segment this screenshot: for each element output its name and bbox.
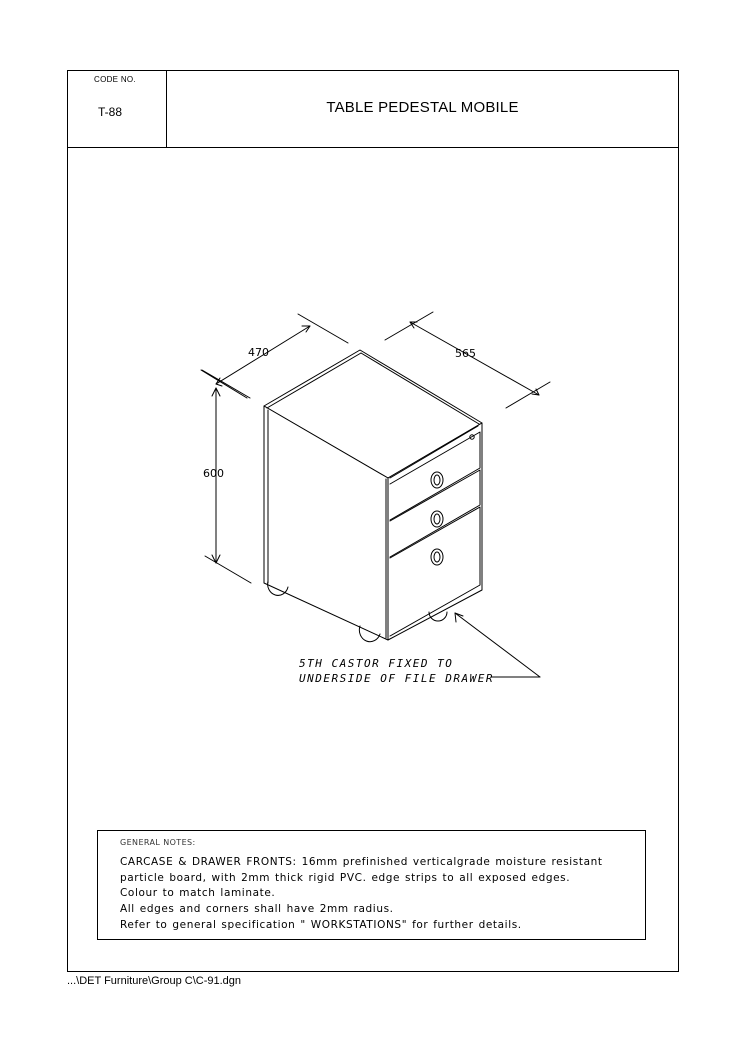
note-line: Colour to match laminate. bbox=[120, 887, 276, 899]
callout-line-2: UNDERSIDE OF FILE DRAWER bbox=[299, 672, 494, 685]
dimension-height-label: 600 bbox=[203, 467, 224, 480]
callout-leader bbox=[455, 613, 540, 677]
code-value: T-88 bbox=[98, 105, 123, 119]
code-label: CODE NO. bbox=[94, 75, 136, 84]
cabinet-outline bbox=[264, 350, 482, 640]
note-line: Refer to general specification " WORKSTATIONS" for further details. bbox=[120, 919, 522, 931]
drawing-title: TABLE PEDESTAL MOBILE bbox=[326, 99, 519, 116]
file-path: ...\DET Furniture\Group C\C-91.dgn bbox=[67, 975, 242, 987]
note-line: All edges and corners shall have 2mm radius. bbox=[120, 903, 394, 915]
dimension-depth-label: 470 bbox=[248, 346, 269, 359]
dimension-width-label: 565 bbox=[455, 347, 476, 360]
notes-title: GENERAL NOTES: bbox=[120, 838, 196, 847]
callout-line-1: 5TH CASTOR FIXED TO bbox=[299, 657, 454, 670]
note-line: CARCASE & DRAWER FRONTS: 16mm prefinished verticalgrade moisture resistant bbox=[120, 856, 603, 868]
note-line: particle board, with 2mm thick rigid PVC. edge strips to all exposed edges. bbox=[120, 872, 571, 884]
